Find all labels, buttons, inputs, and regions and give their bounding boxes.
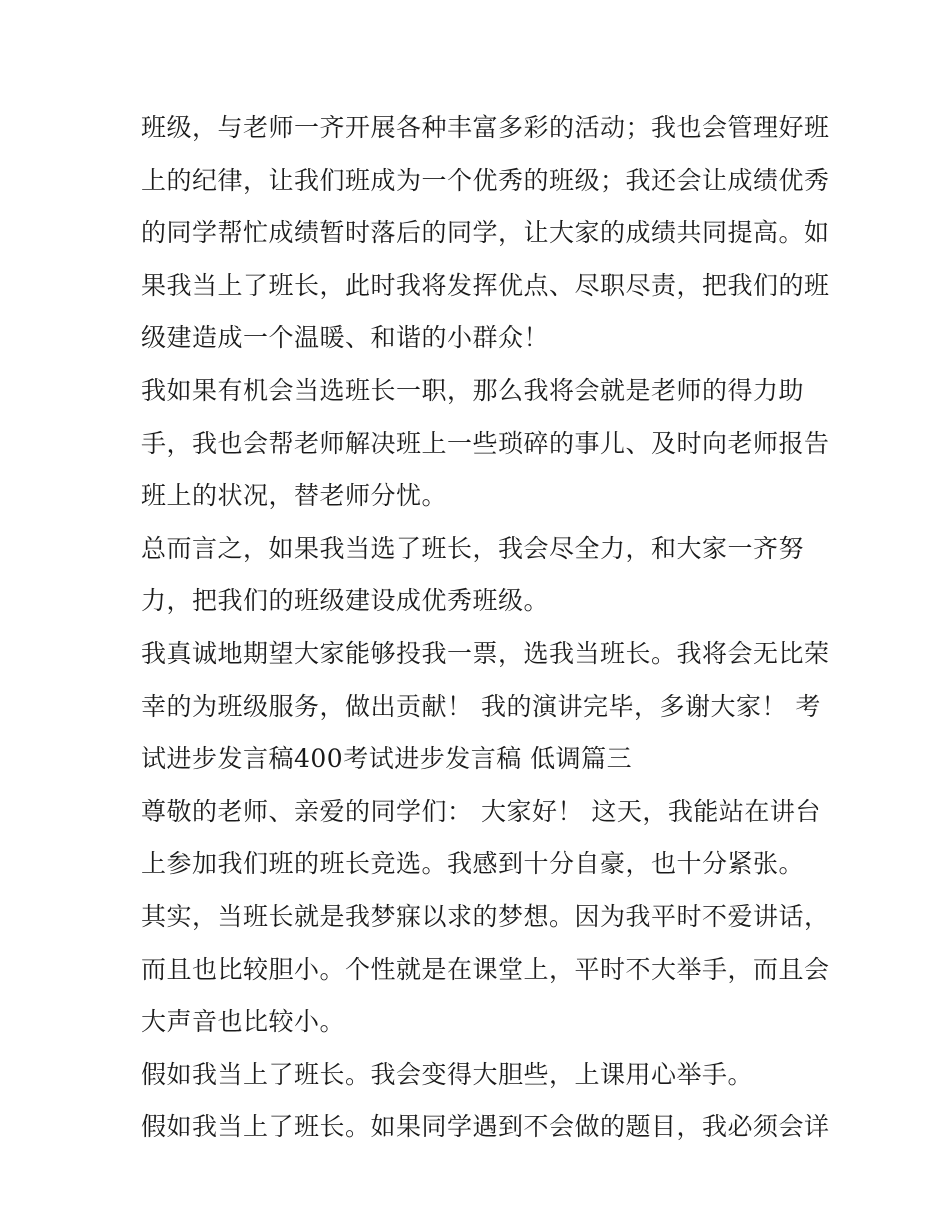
text-line-6: 我如果有机会当选班长一职，那么我将会就是老师的得力助 — [141, 375, 805, 405]
text-line-17: 而且也比较胆小。个性就是在课堂上，平时不大举手，而且会 — [141, 954, 830, 984]
text-line-5: 级建造成一个温暖、和谐的小群众！ — [141, 323, 550, 353]
text-line-7: 手，我也会帮老师解决班上一些琐碎的事儿、及时向老师报告 — [141, 428, 830, 458]
text-line-16: 其实，当班长就是我梦寐以求的梦想。因为我平时不爱讲话， — [141, 901, 830, 931]
text-line-15: 上参加我们班的班长竞选。我感到十分自豪，也十分紧张。 — [141, 849, 805, 879]
text-line-4: 果我当上了班长，此时我将发挥优点、尽职尽责，把我们的班 — [141, 270, 830, 300]
text-line-10: 力，把我们的班级建设成优秀班级。 — [141, 586, 550, 616]
text-line-13: 试进步发言稿400考试进步发言稿 低调篇三 — [141, 744, 633, 774]
text-line-11: 我真诚地期望大家能够投我一票，选我当班长。我将会无比荣 — [141, 638, 830, 668]
text-line-19: 假如我当上了班长。我会变得大胆些，上课用心举手。 — [141, 1059, 754, 1089]
text-line-12: 幸的为班级服务，做出贡献！ 我的演讲完毕，多谢大家！ 考 — [141, 691, 821, 721]
body-text — [141, 102, 830, 1154]
text-line-8: 班上的状况，替老师分忧。 — [141, 481, 448, 511]
text-line-1: 班级，与老师一齐开展各种丰富多彩的活动；我也会管理好班 — [141, 113, 830, 142]
text-line-2: 上的纪律，让我们班成为一个优秀的班级；我还会让成绩优秀 — [141, 165, 830, 195]
text-line-20: 假如我当上了班长。如果同学遇到不会做的题目，我必须会详 — [141, 1112, 830, 1142]
text-line-3: 的同学帮忙成绩暂时落后的同学，让大家的成绩共同提高。如 — [141, 218, 830, 248]
text-line-18: 大声音也比较小。 — [141, 1007, 346, 1037]
text-line-9: 总而言之，如果我当选了班长，我会尽全力，和大家一齐努 — [141, 533, 805, 563]
text-line-14: 尊敬的老师、亲爱的同学们： 大家好！ 这天，我能站在讲台 — [141, 796, 821, 826]
